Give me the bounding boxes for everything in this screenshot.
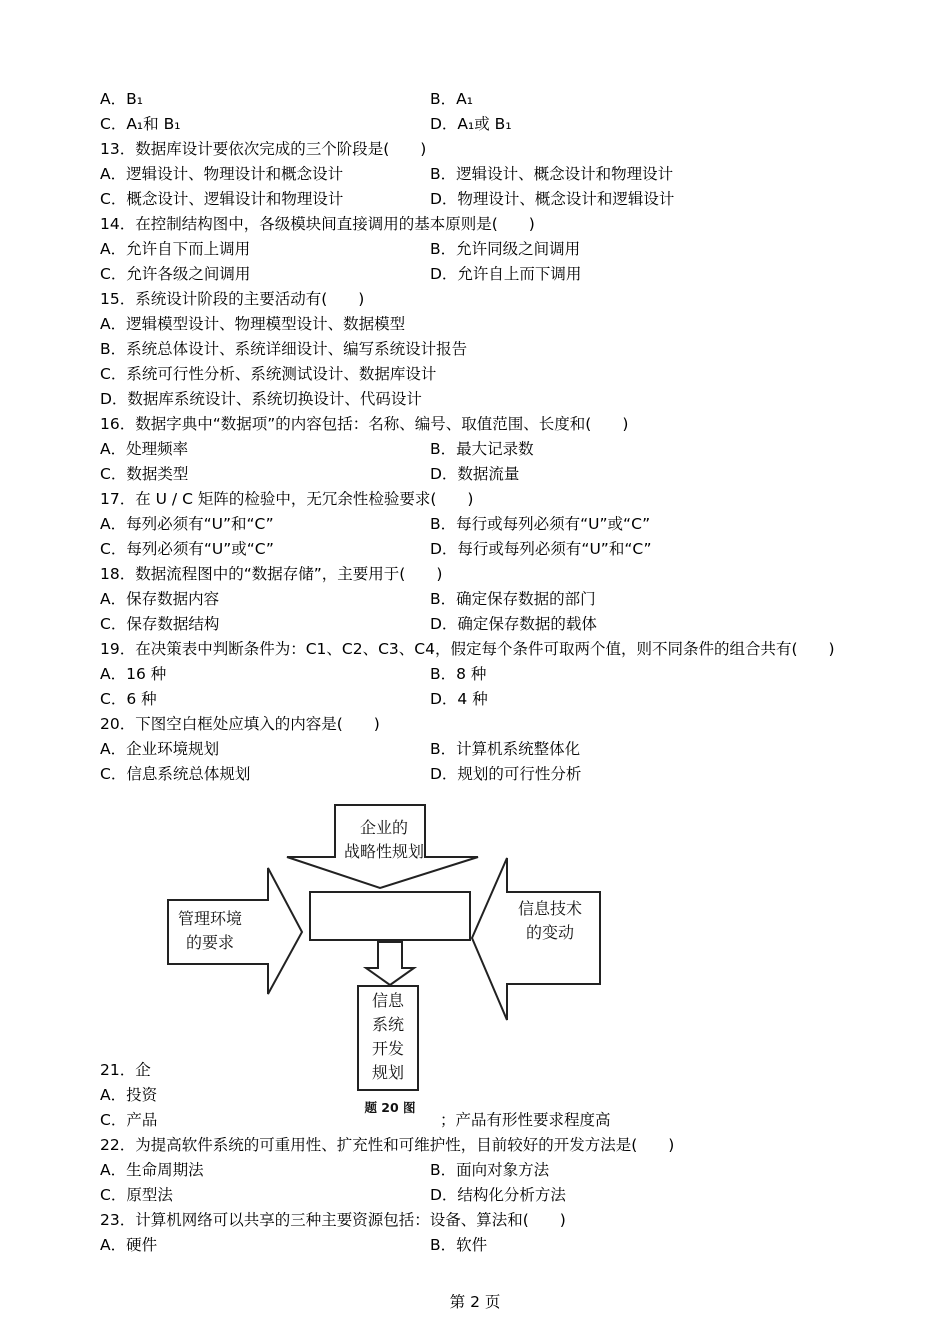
option-left: A．允许自下而上调用 bbox=[100, 240, 251, 258]
option-right: D．数据流量 bbox=[430, 465, 520, 483]
q21-partial-option-d: ；产品有形性要求程度高 bbox=[440, 1111, 611, 1129]
question-line: D．数据库系统设计、系统切换设计、代码设计 bbox=[100, 390, 422, 408]
question-line: 19．在决策表中判断条件为：C1、C2、C3、C4，假定每个条件可取两个值，则不同条件的组合共有( ) bbox=[100, 640, 835, 658]
q21-partial-option-a: A．投资 bbox=[100, 1086, 158, 1104]
option-right: B．计算机系统整体化 bbox=[430, 740, 581, 758]
option-right: D．每行或每列必须有“U”和“C” bbox=[430, 540, 652, 558]
left-arrow-line1: 管理环境 bbox=[177, 909, 243, 928]
q21-partial-option-c: C．产品 bbox=[100, 1111, 158, 1129]
option-left: C．每列必须有“U”或“C” bbox=[100, 540, 274, 558]
option-left: A．逻辑设计、物理设计和概念设计 bbox=[100, 165, 344, 183]
q21-partial-stem: 21．企 bbox=[100, 1061, 151, 1079]
bottom-box-line2: 系统 bbox=[371, 1015, 405, 1034]
option-left: C．数据类型 bbox=[100, 465, 189, 483]
question-line: C．系统可行性分析、系统测试设计、数据库设计 bbox=[100, 365, 437, 383]
option-right: B．面向对象方法 bbox=[430, 1161, 550, 1179]
question-line: 14．在控制结构图中，各级模块间直接调用的基本原则是( ) bbox=[100, 215, 535, 233]
question-line: B．系统总体设计、系统详细设计、编写系统设计报告 bbox=[100, 340, 468, 358]
page-number: 第 2 页 bbox=[449, 1293, 501, 1311]
right-arrow-line2: 的变动 bbox=[525, 923, 575, 942]
option-left: C．概念设计、逻辑设计和物理设计 bbox=[100, 190, 344, 208]
question-line: A．逻辑模型设计、物理模型设计、数据模型 bbox=[100, 315, 406, 333]
blank-box bbox=[310, 892, 470, 940]
option-left: C．允许各级之间调用 bbox=[100, 265, 251, 283]
option-left: A．处理频率 bbox=[100, 440, 189, 458]
question-line: 20．下图空白框处应填入的内容是( ) bbox=[100, 715, 380, 733]
small-down-arrow bbox=[366, 942, 414, 985]
top-arrow-line2: 战略性规划 bbox=[343, 842, 425, 861]
option-left: A．保存数据内容 bbox=[100, 590, 220, 608]
question-line: 13．数据库设计要依次完成的三个阶段是( ) bbox=[100, 140, 427, 158]
top-arrow-line1: 企业的 bbox=[359, 818, 409, 837]
option-left: C．原型法 bbox=[100, 1186, 173, 1204]
question-line: 23．计算机网络可以共享的三种主要资源包括：设备、算法和( ) bbox=[100, 1211, 566, 1229]
question-line: 15．系统设计阶段的主要活动有( ) bbox=[100, 290, 365, 308]
option-left: C．信息系统总体规划 bbox=[100, 765, 251, 783]
option-right: B．每行或每列必须有“U”或“C” bbox=[430, 515, 651, 533]
question-line: 18．数据流程图中的“数据存储”，主要用于( ) bbox=[100, 565, 443, 583]
option-left: A．企业环境规划 bbox=[100, 740, 220, 758]
bottom-box-line4: 规划 bbox=[371, 1063, 405, 1082]
question-line: 22．为提高软件系统的可重用性、扩充性和可维护性，目前较好的开发方法是( ) bbox=[100, 1136, 675, 1154]
right-arrow-line1: 信息技术 bbox=[517, 899, 583, 918]
option-right: B．A₁ bbox=[430, 90, 473, 108]
option-right: D．确定保存数据的载体 bbox=[430, 615, 597, 633]
option-left: C．A₁和 B₁ bbox=[100, 115, 181, 133]
option-right: B．逻辑设计、概念设计和物理设计 bbox=[430, 165, 674, 183]
option-right: D．物理设计、概念设计和逻辑设计 bbox=[430, 190, 675, 208]
option-right: B．最大记录数 bbox=[430, 440, 534, 458]
question-line: 16．数据字典中“数据项”的内容包括：名称、编号、取值范围、长度和( ) bbox=[100, 415, 629, 433]
option-right: D．允许自上而下调用 bbox=[430, 265, 582, 283]
option-right: B．软件 bbox=[430, 1236, 488, 1254]
left-arrow-shape bbox=[168, 868, 302, 994]
option-right: D．4 种 bbox=[430, 690, 488, 708]
figure-caption: 题 20 图 bbox=[364, 1100, 416, 1115]
option-left: C．6 种 bbox=[100, 690, 157, 708]
bottom-box-line1: 信息 bbox=[371, 991, 405, 1010]
option-left: A．16 种 bbox=[100, 665, 167, 683]
option-right: B．8 种 bbox=[430, 665, 487, 683]
option-left: A．生命周期法 bbox=[100, 1161, 204, 1179]
option-right: D．规划的可行性分析 bbox=[430, 765, 582, 783]
flow-diagram bbox=[150, 800, 620, 1130]
figure-20 bbox=[150, 800, 620, 1134]
option-left: C．保存数据结构 bbox=[100, 615, 220, 633]
left-arrow-line2: 的要求 bbox=[185, 933, 235, 952]
option-right: D．A₁或 B₁ bbox=[430, 115, 512, 133]
question-line: 17．在 U / C 矩阵的检验中，无冗余性检验要求( ) bbox=[100, 490, 474, 508]
option-left: A．硬件 bbox=[100, 1236, 158, 1254]
option-right: B．确定保存数据的部门 bbox=[430, 590, 596, 608]
option-left: A．B₁ bbox=[100, 90, 143, 108]
option-right: B．允许同级之间调用 bbox=[430, 240, 581, 258]
option-left: A．每列必须有“U”和“C” bbox=[100, 515, 274, 533]
option-right: D．结构化分析方法 bbox=[430, 1186, 566, 1204]
bottom-box-line3: 开发 bbox=[371, 1039, 405, 1058]
